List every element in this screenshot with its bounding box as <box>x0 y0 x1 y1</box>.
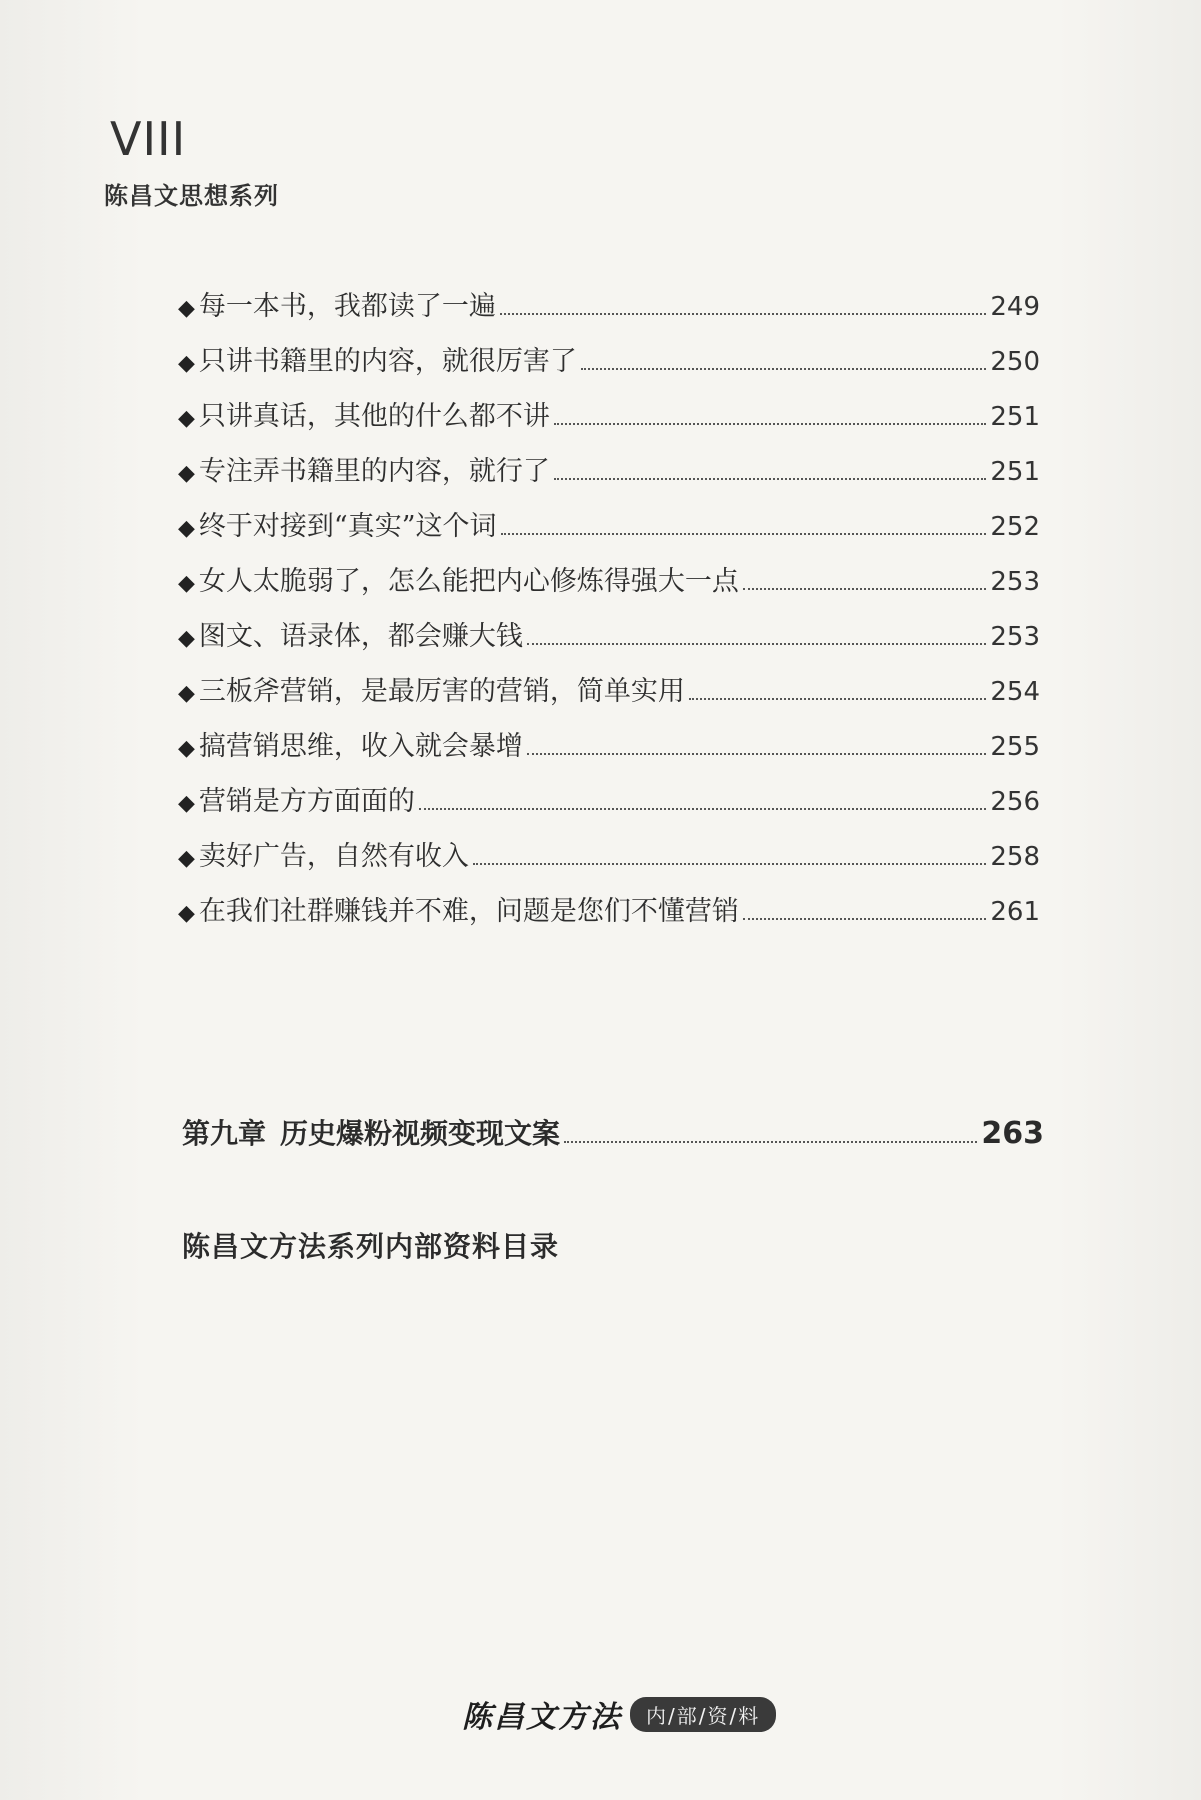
footer-brand: 陈昌文方法 <box>462 1700 622 1735</box>
toc-entry-page: 252 <box>990 512 1040 542</box>
diamond-bullet-icon: ◆ <box>178 736 195 761</box>
toc-entry-page: 261 <box>990 897 1040 927</box>
dot-leader <box>500 313 986 315</box>
dot-leader <box>473 863 986 865</box>
dot-leader <box>527 753 986 755</box>
toc-entry-page: 256 <box>990 787 1040 817</box>
dot-leader <box>743 918 986 920</box>
diamond-bullet-icon: ◆ <box>178 626 195 651</box>
toc-entry-page: 253 <box>990 567 1040 597</box>
toc-entry-page: 253 <box>990 622 1040 652</box>
toc-entry-title: 女人太脆弱了，怎么能把内心修炼得强大一点 <box>198 566 739 597</box>
toc-entry-title: 每一本书，我都读了一遍 <box>198 291 496 322</box>
diamond-bullet-icon: ◆ <box>178 296 195 321</box>
toc-entry-title: 三板斧营销，是最厉害的营销，简单实用 <box>198 676 685 707</box>
diamond-bullet-icon: ◆ <box>178 791 195 816</box>
appendix-heading[interactable]: 陈昌文方法系列内部资料目录 <box>182 1230 560 1263</box>
toc-entry[interactable] <box>178 779 1040 834</box>
toc-entry[interactable] <box>178 889 1040 944</box>
toc-entry-page: 254 <box>990 677 1040 707</box>
toc-entry-page: 255 <box>990 732 1040 762</box>
toc-entry[interactable] <box>178 834 1040 889</box>
dot-leader <box>743 588 986 590</box>
toc-entry-title: 终于对接到“真实”这个词 <box>198 511 497 542</box>
toc-entry-title: 搞营销思维，收入就会暴增 <box>198 731 523 762</box>
dot-leader <box>581 368 986 370</box>
toc-entry[interactable] <box>178 449 1040 504</box>
toc-entry-title: 专注弄书籍里的内容，就行了 <box>198 456 550 487</box>
diamond-bullet-icon: ◆ <box>178 461 195 486</box>
dot-leader <box>564 1141 977 1143</box>
diamond-bullet-icon: ◆ <box>178 846 195 871</box>
page-footer <box>462 1692 776 1736</box>
diamond-bullet-icon: ◆ <box>178 351 195 376</box>
toc-entry[interactable] <box>178 614 1040 669</box>
diamond-bullet-icon: ◆ <box>178 681 195 706</box>
toc-entry[interactable] <box>178 339 1040 394</box>
toc-entry[interactable] <box>178 394 1040 449</box>
internal-material-badge: 内/部/资/料 <box>630 1697 776 1732</box>
toc-entry[interactable] <box>178 504 1040 559</box>
toc-entry-title: 卖好广告，自然有收入 <box>198 841 469 872</box>
dot-leader <box>527 643 986 645</box>
toc-entry-page: 249 <box>990 292 1040 322</box>
toc-entry-title: 营销是方方面面的 <box>198 786 415 817</box>
table-of-contents <box>178 284 1040 944</box>
diamond-bullet-icon: ◆ <box>178 901 195 926</box>
toc-entry[interactable] <box>178 559 1040 614</box>
toc-entry-page: 251 <box>990 402 1040 432</box>
chapter-label: 第九章 <box>182 1117 267 1150</box>
diamond-bullet-icon: ◆ <box>178 516 195 541</box>
toc-chapter-entry[interactable] <box>182 1112 1044 1152</box>
chapter-title: 历史爆粉视频变现文案 <box>280 1117 561 1150</box>
dot-leader <box>501 533 987 535</box>
page-number: VIII <box>110 112 187 166</box>
toc-entry-page: 258 <box>990 842 1040 872</box>
diamond-bullet-icon: ◆ <box>178 571 195 596</box>
toc-entry-title: 图文、语录体，都会赚大钱 <box>198 621 523 652</box>
series-name: 陈昌文思想系列 <box>104 181 279 210</box>
diamond-bullet-icon: ◆ <box>178 406 195 431</box>
dot-leader <box>689 698 986 700</box>
dot-leader <box>419 808 986 810</box>
toc-entry-page: 250 <box>990 347 1040 377</box>
chapter-page: 263 <box>981 1116 1044 1151</box>
dot-leader <box>554 478 986 480</box>
dot-leader <box>554 423 986 425</box>
toc-entry[interactable] <box>178 724 1040 779</box>
toc-entry[interactable] <box>178 669 1040 724</box>
toc-entry[interactable] <box>178 284 1040 339</box>
toc-entry-title: 只讲真话，其他的什么都不讲 <box>198 401 550 432</box>
toc-entry-page: 251 <box>990 457 1040 487</box>
toc-entry-title: 在我们社群赚钱并不难，问题是您们不懂营销 <box>198 896 739 927</box>
toc-entry-title: 只讲书籍里的内容，就很厉害了 <box>198 346 577 377</box>
